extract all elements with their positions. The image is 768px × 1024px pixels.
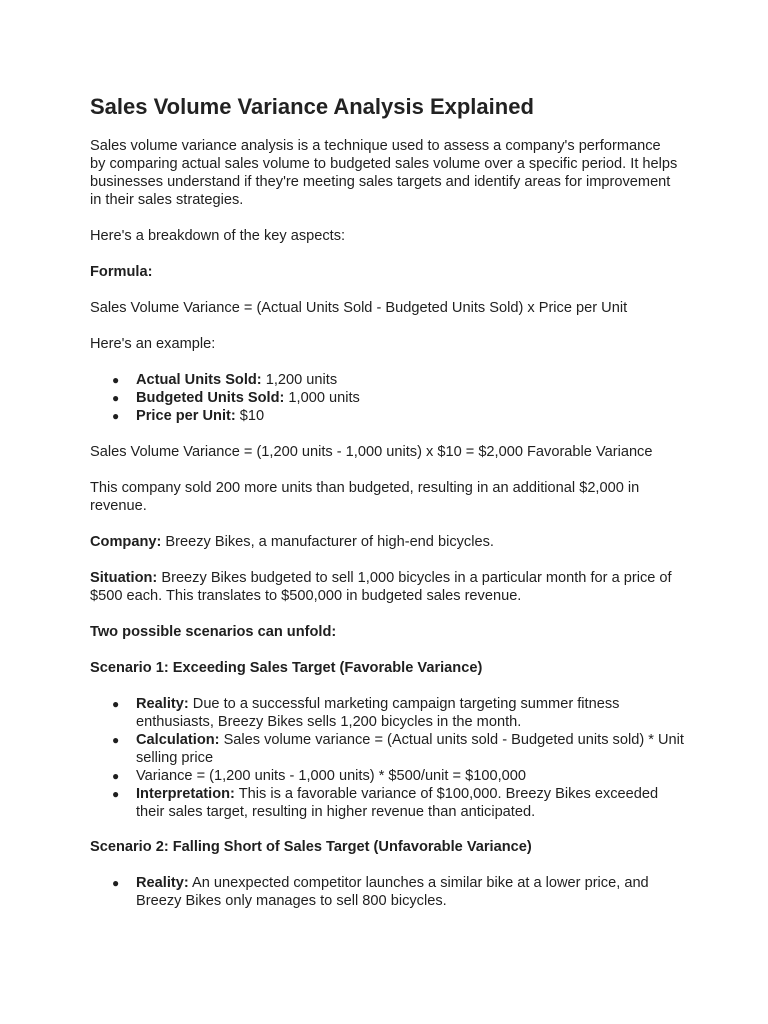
bullet-icon: ● [112,373,120,387]
bullet-icon: ● [112,391,120,405]
item-label: Interpretation: [136,786,235,802]
situation-paragraph [90,569,680,605]
bullet-icon: ● [112,787,120,801]
page-title: Sales Volume Variance Analysis Explained [90,94,534,119]
example-conclusion: This company sold 200 more units than budgeted, resulting in an additional $2,000 in revenue. [90,480,640,514]
item-text: 1,000 units [284,390,360,406]
bullet-icon: ● [112,876,120,890]
item-label: Reality: [136,696,189,712]
example-intro: Here's an example: [90,336,216,352]
scenarios-heading: Two possible scenarios can unfold: [90,624,337,640]
example-list [90,371,690,425]
company-paragraph [90,533,680,551]
list-item [90,731,690,767]
list-item [90,874,690,910]
list-item [90,371,690,389]
bullet-icon: ● [112,733,120,747]
formula-text: Sales Volume Variance = (Actual Units Sold - Budgeted Units Sold) x Price per Unit [90,300,628,316]
item-label: Price per Unit: [136,408,236,424]
situation-label: Situation: [90,570,158,586]
item-text: Due to a successful marketing campaign targeting summer fitness enthusiasts, Breezy Bikes sells 1,200 bicycles in the month. [136,696,620,730]
list-item [90,785,690,821]
item-text: 1,200 units [261,372,338,388]
item-text: An unexpected competitor launches a similar bike at a lower price, and Breezy Bikes only manages to sell 800 bicycles. [136,875,649,909]
breakdown-intro: Here's a breakdown of the key aspects: [90,228,346,244]
item-label: Actual Units Sold: [136,372,262,388]
intro-paragraph: Sales volume variance analysis is a technique used to assess a company's performance by comparing actual sales volume to budgeted sales volume over a specific period. It helps businesses understand if they're meeting sales targets and identify areas for improvement in their sales strategies. [90,138,678,208]
bullet-icon: ● [112,769,120,783]
item-text: This is a favorable variance of $100,000. Breezy Bikes exceeded their sales target, resulting in higher revenue than anticipated. [136,786,659,820]
item-label: Budgeted Units Sold: [136,390,285,406]
company-label: Company: [90,534,162,550]
list-item [90,695,690,731]
formula-heading: Formula: [90,264,153,280]
item-label: Reality: [136,875,189,891]
item-label: Calculation: [136,732,220,748]
list-item [90,767,690,785]
example-result: Sales Volume Variance = (1,200 units - 1,000 units) x $10 = $2,000 Favorable Variance [90,444,653,460]
bullet-icon: ● [112,409,120,423]
scenario2-list [90,874,690,910]
scenario2-heading: Scenario 2: Falling Short of Sales Target (Unfavorable Variance) [90,839,532,855]
item-text: Variance = (1,200 units - 1,000 units) * $500/unit = $100,000 [136,768,526,784]
situation-text: Breezy Bikes budgeted to sell 1,000 bicycles in a particular month for a price of $500 each. This translates to $500,000 in budgeted sales revenue. [90,570,672,604]
list-item [90,389,690,407]
item-text: Sales volume variance = (Actual units sold - Budgeted units sold) * Unit selling price [136,732,684,766]
item-text: $10 [235,408,265,424]
scenario1-heading: Scenario 1: Exceeding Sales Target (Favorable Variance) [90,660,483,676]
list-item [90,407,690,425]
bullet-icon: ● [112,697,120,711]
company-text: Breezy Bikes, a manufacturer of high-end bicycles. [161,534,494,550]
scenario1-list [90,695,690,821]
